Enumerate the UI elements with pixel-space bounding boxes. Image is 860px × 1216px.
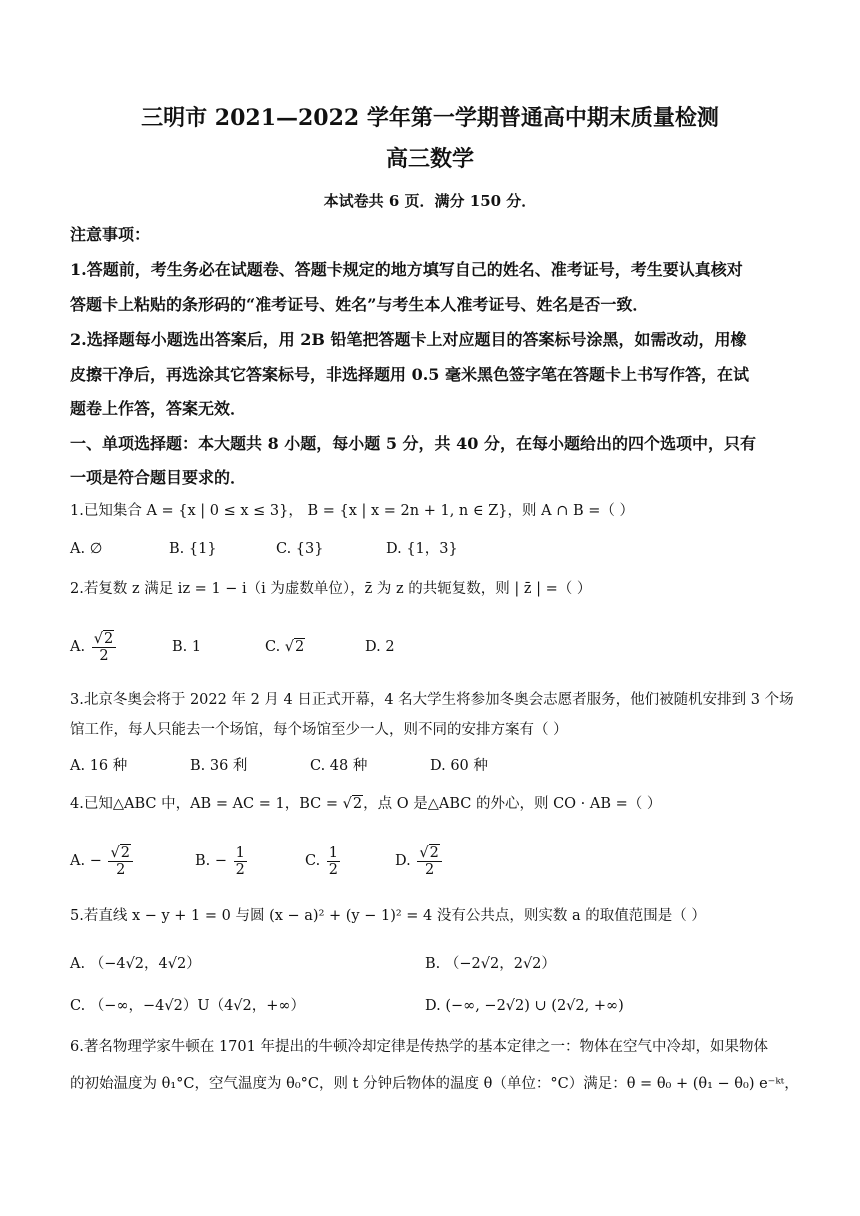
q1-option-d: D. {1，3} (386, 541, 458, 557)
exam-title: 三明市 2021—2022 学年第一学期普通高中期末质量检测 (141, 105, 719, 131)
q4-option-b: B. − $\frac{1}{2}$ (195, 844, 245, 878)
q3-option-d: D. 60 种 (430, 758, 488, 774)
q5-stem: 5.若直线 x − y + 1 = 0 与圆 (x − a)² + (y − 1)² = 4 没有公共点，则实数 a 的取值范围是（ ） (70, 908, 706, 924)
exam-info: 本试卷共 6 页．满分 150 分． (323, 192, 537, 210)
notice-item2-line1: 2.选择题每小题选出答案后，用 2B 铅笔把答题卡上对应题目的答案标号涂黑，如需改动，用橡 (70, 330, 747, 349)
q3-line2: 馆工作，每人只能去一个场馆，每个场馆至少一人，则不同的安排方案有（ ） (70, 722, 568, 738)
q2-option-c: C. √2 (265, 639, 305, 655)
q2-option-a-label: A. (70, 639, 86, 655)
q5-option-a: A. （−4√2，4√2） (70, 956, 201, 972)
q2-stem: 2.若复数 z 满足 iz = 1 − i（i 为虚数单位），z̄ 为 z 的共轭复数，则 | z̄ | =（ ） (70, 581, 592, 597)
q2-option-b: B. 1 (172, 639, 202, 655)
section1-line1: 一、单项选择题：本大题共 8 小题，每小题 5 分，共 40 分，在每小题给出的四个选项中，只有 (70, 434, 756, 453)
notice-item1-line2: 答题卡上粘贴的条形码的“准考证号、姓名”与考生本人准考证号、姓名是否一致． (70, 295, 649, 314)
notice-item1-line1: 1.答题前，考生务必在试题卷、答题卡规定的地方填写自己的姓名、准考证号，考生要认真核对 (70, 260, 743, 279)
q4-option-a: A. − $\frac{√2}{2}$ (70, 838, 135, 884)
q4-stem: 4.已知△ABC 中，AB = AC = 1，BC = √2，点 O 是△ABC 的外心，则 CO · AB =（ ） (70, 796, 662, 812)
q6-line2: 的初始温度为 θ₁°C，空气温度为 θ₀°C，则 t 分钟后物体的温度 θ（单位：°C）满足：θ = θ₀ + (θ₁ − θ₀) e⁻ᵏᵗ， (70, 1076, 799, 1092)
q1-stem: 1.已知集合 A = {x | 0 ≤ x ≤ 3}， B = {x | x = 2n + 1, n ∈ Z}，则 A ∩ B =（ ） (70, 503, 634, 519)
q2-option-a (70, 624, 118, 670)
notice-item2-line3: 题卷上作答，答案无效． (70, 399, 247, 418)
q5-option-b: B. （−2√2，2√2） (425, 956, 556, 972)
q3-option-c: C. 48 种 (310, 758, 368, 774)
section1-line2: 一项是符合题目要求的． (70, 468, 247, 487)
q6-line1: 6.著名物理学家牛顿在 1701 年提出的牛顿冷却定律是传热学的基本定律之一：物体在空气中冷却，如果物体 (70, 1039, 768, 1055)
q3-option-a: A. 16 种 (70, 758, 128, 774)
notice-heading: 注意事项： (70, 225, 151, 244)
notice-item2-line2: 皮擦干净后，再选涂其它答案标号，非选择题用 0.5 毫米黑色签字笔在答题卡上书写作答，在试 (70, 365, 749, 384)
q5-option-d: D. (−∞, −2√2) ∪ (2√2, +∞) (425, 998, 624, 1014)
q1-option-b: B. {1} (169, 541, 217, 557)
q3-line1: 3.北京冬奥会将于 2022 年 2 月 4 日正式开幕，4 名大学生将参加冬奥会志愿者服务，他们被随机安排到 3 个场 (70, 692, 794, 708)
q1-option-c: C. {3} (276, 541, 324, 557)
q2-option-d: D. 2 (365, 639, 395, 655)
q2-option-a-fraction: $\frac{√2}{2}$ (92, 631, 116, 664)
q4-option-c: C. $\frac{1}{2}$ (305, 844, 339, 878)
q1-option-a: A. ∅ (70, 541, 103, 557)
q4-option-d: D. $\frac{√2}{2}$ (395, 838, 444, 884)
q5-option-c: C. （−∞，−4√2）U（4√2，+∞） (70, 998, 306, 1014)
exam-subject: 高三数学 (385, 146, 474, 172)
q3-option-b: B. 36 利 (190, 758, 248, 774)
